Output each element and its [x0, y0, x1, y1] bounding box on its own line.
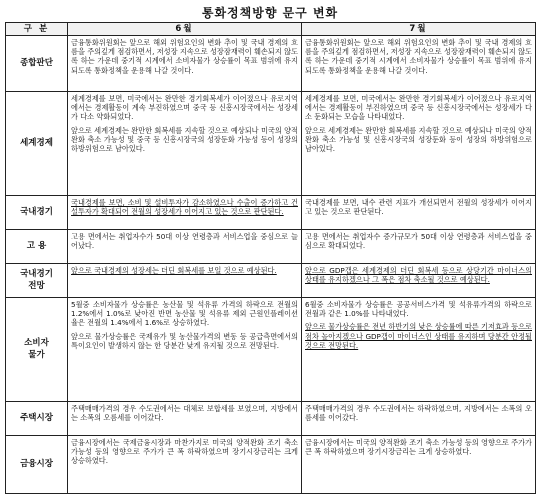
july-cell: [302, 36, 536, 92]
june-text: 고용 면에서는 취업자수가 50대 이상 연령층과 서비스업을 중심으로 늘어났다.: [71, 232, 298, 251]
table-row: [6, 36, 536, 92]
june-cell: [68, 402, 302, 436]
table-row: [6, 264, 536, 298]
july-cell: [302, 196, 536, 230]
june-cell: [68, 230, 302, 264]
july-text: 세계경제를 보면, 미국에서는 완만한 경기회복세가 이어졌으나 유로지역에서는 경제활동이 부진하였으며 중국 등 신흥시장국에서는 성장세가 다소 둔화되는 모습을 나타내었다.: [305, 94, 532, 122]
july-cell: [302, 264, 536, 298]
row-category: 종합판단: [6, 36, 68, 92]
july-text: 6월중 소비자물가 상승률은 공공서비스가격 및 석유류가격의 하락으로 전월과 같은 1.0%를 나타내었다.: [305, 300, 532, 319]
july-cell: [302, 230, 536, 264]
july-text-2: 앞으로 물가상승률은 전년 하반기의 낮은 상승률에 따른 기저효과 등으로 점차 높아지겠으나 GDP갭이 마이너스인 상태를 유지하며 당분간 안정될 것으로 전망된다.: [305, 322, 532, 350]
table-row: [6, 92, 536, 196]
june-cell: [68, 196, 302, 230]
june-text-2: 앞으로 물가상승률은 국제유가 및 농산물가격의 변동 등 공급측면에서의 특이요인이 발생하지 않는 한 당분간 낮게 유지될 것으로 전망된다.: [71, 331, 298, 350]
june-cell: [68, 298, 302, 402]
header-june: 6월: [68, 23, 302, 36]
header-category: 구 분: [6, 23, 68, 36]
july-cell: [302, 402, 536, 436]
header-july: 7월: [302, 23, 536, 36]
june-cell: [68, 36, 302, 92]
row-category: 국내경기 전망: [6, 264, 68, 298]
june-text: 주택매매가격의 경우 수도권에서는 대체로 보합세를 보였으며, 지방에서는 소폭의 오름세를 이어갔다.: [71, 404, 298, 423]
june-text: 국내경제를 보면, 소비 및 설비투자가 감소하였으나 수출이 증가하고 건설투자가 확대되어 전월의 성장세가 이어지고 있는 것으로 판단된다.: [71, 198, 298, 217]
july-cell: [302, 298, 536, 402]
row-category: 소비자 물가: [6, 298, 68, 402]
july-cell: [302, 436, 536, 494]
table-row: [6, 196, 536, 230]
june-cell: [68, 264, 302, 298]
june-text: 세계경제를 보면, 미국에서는 완만한 경기회복세가 이어졌으나 유로지역에서는 경제활동이 계속 부진하였으며 중국 등 신흥시장국에서는 성장세가 다소 약화되었다.: [71, 94, 298, 122]
july-text-2: 앞으로 세계경제는 완만한 회복세를 지속할 것으로 예상되나 미국의 양적완화 축소 가능성 및 신흥시장국의 성장둔화 등이 성장의 하방위험으로 남아있다.: [305, 125, 532, 154]
june-text-2: 앞으로 세계경제는 완만한 회복세를 지속할 것으로 예상되나 미국의 양적완화 축소 가능성 및 중국 등 신흥시장국의 성장둔화 가능성 등이 성장의 하방위험으로 남아있다.: [71, 125, 298, 154]
july-text: 금융통화위원회는 앞으로 해외 위험요인의 변화 추이 및 국내 경제의 흐름을 주의깊게 점검하면서, 저성장 지속으로 성장잠재력이 훼손되지 않도록 하는 가운데 중기적 시계에서 소비자물가 상승률이 목표 범위에 유지되도록 통화정책을 운용해 나갈 것이다.: [305, 38, 532, 75]
row-category: 고 용: [6, 230, 68, 264]
july-text: 금융시장에서는 미국의 양적완화 조기 축소 가능성 등의 영향으로 주가가 큰 폭 하락하였으며 장기시장금리는 크게 상승하였다.: [305, 438, 532, 457]
june-cell: [68, 436, 302, 494]
june-text: 금융통화위원회는 앞으로 해외 위험요인의 변화 추이 및 국내 경제의 흐름을 주의깊게 점검하면서, 저성장 지속으로 성장잠재력이 훼손되지 않도록 하는 가운데 중기적 시계에서 소비자물가 상승률이 목표 범위에 유지되도록 통화정책을 운용해 나갈 것이다.: [71, 38, 298, 75]
row-category: 금융시장: [6, 436, 68, 494]
row-category: 국내경기: [6, 196, 68, 230]
july-cell: [302, 92, 536, 196]
july-text: 국내경제를 보면, 내수 관련 지표가 개선되면서 전월의 성장세가 이어지고 있는 것으로 판단된다.: [305, 198, 532, 217]
july-text: 고용 면에서는 취업자수 증가규모가 50대 이상 연령층과 서비스업을 중심으로 확대되었다.: [305, 232, 532, 251]
july-text: 앞으로 GDP갭은 세계경제의 더딘 회복세 등으로 상당기간 마이너스의 상태를 유지하겠으나 그 폭은 점차 축소될 것으로 예상된다.: [305, 266, 532, 285]
june-cell: [68, 92, 302, 196]
july-text: 주택매매가격의 경우 수도권에서는 하락하였으며, 지방에서는 소폭의 오름세를 이어갔다.: [305, 404, 532, 423]
row-category: 주택시장: [6, 402, 68, 436]
table-row: [6, 402, 536, 436]
table-row: [6, 230, 536, 264]
table-row: [6, 298, 536, 402]
row-category: 세계경제: [6, 92, 68, 196]
table-header-row: [6, 23, 536, 36]
table-row: [6, 436, 536, 494]
comparison-table: [5, 22, 536, 494]
document-title: 통화정책방향 문구 변화: [201, 6, 339, 20]
june-text: 금융시장에서는 국제금융시장과 마찬가지로 미국의 양적완화 조기 축소 가능성 등의 영향으로 주가가 큰 폭 하락하였으며 장기시장금리는 크게 상승하였다.: [71, 438, 298, 466]
june-text: 5월중 소비자물가 상승률은 농산물 및 석유류 가격의 하락으로 전월의 1.2%에서 1.0%로 낮아진 반면 농산물 및 석유류 제외 근원인플레이션율은 전월의 1.4%에서 1.6%로 상승하였다.: [71, 300, 298, 328]
june-text: 앞으로 국내경제의 성장세는 더딘 회복세를 보일 것으로 예상된다.: [71, 266, 277, 275]
